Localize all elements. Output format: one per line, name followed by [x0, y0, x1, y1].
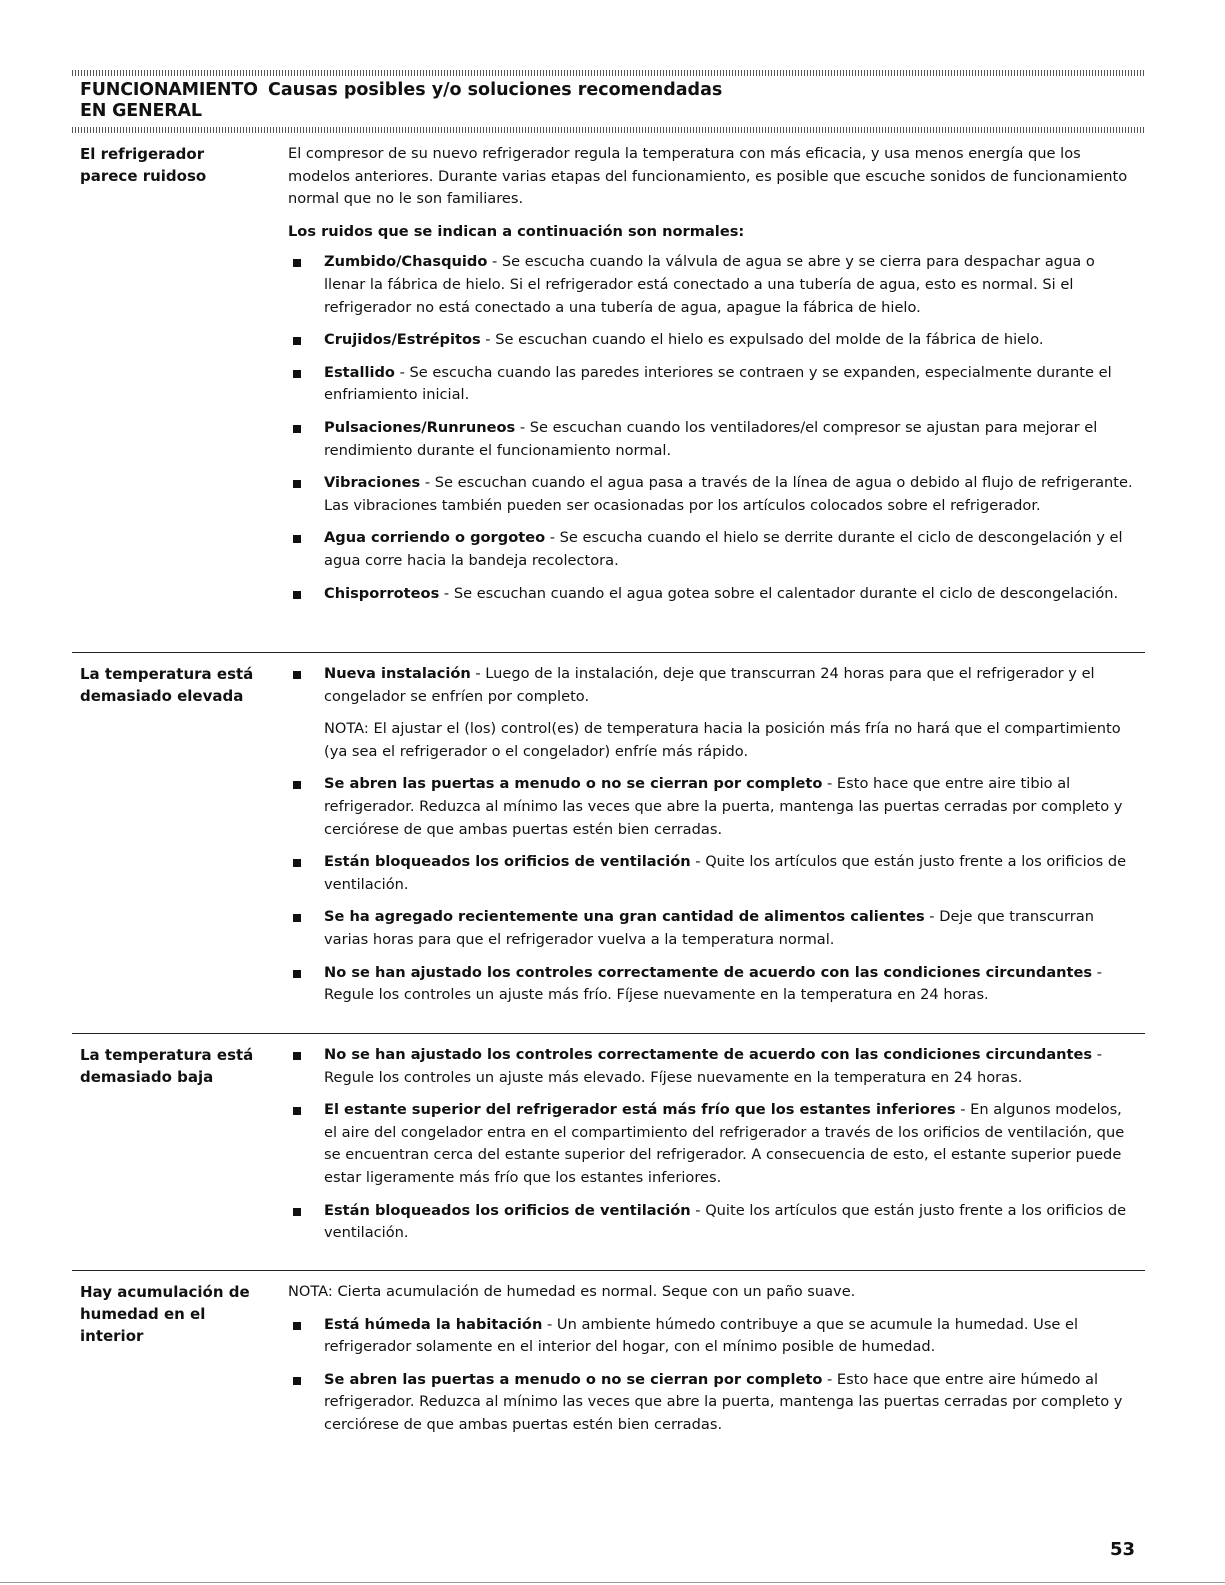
- header-bottom-rule: [72, 127, 1145, 133]
- section-content: [288, 1281, 1134, 1447]
- bullet-square-icon: [293, 1377, 301, 1385]
- section-label: La temperatura está demasiado elevada: [80, 665, 254, 705]
- list-item: Se abren las puertas a menudo o no se cierran por completo - Esto hace que entre aire húmedo al refrigerador. Reduzca al mínimo las veces que abre la puerta, mantenga las puertas cerradas por completo y cerciórese de que ambas puertas estén bien cerradas.: [288, 1369, 1134, 1437]
- section-humidity: [72, 1270, 1145, 1433]
- section-temp-low: [72, 1033, 1145, 1242]
- column-header-left: [80, 80, 270, 122]
- list-item: Nueva instalación - Luego de la instalación, deje que transcurran 24 horas para que el refrigerador y el congelador se enfríen por completo.: [288, 663, 1134, 708]
- list-item: Se abren las puertas a menudo o no se cierran por completo - Esto hace que entre aire tibio al refrigerador. Reduzca al mínimo las veces que abre la puerta, mantenga las puertas cerradas por completo y cerciórese de que ambas puertas estén bien cerradas.: [288, 773, 1134, 841]
- section-label: El refrigerador parece ruidoso: [80, 145, 207, 185]
- header-top-rule: [72, 70, 1145, 76]
- bullet-square-icon: [293, 425, 301, 433]
- bullet-square-icon: [293, 591, 301, 599]
- list-item: Chisporroteos - Se escuchan cuando el agua gotea sobre el calentador durante el ciclo de descongelación.: [288, 583, 1134, 606]
- page-bottom-edge: [0, 1582, 1225, 1583]
- list-item: El estante superior del refrigerador está más frío que los estantes inferiores - En algunos modelos, el aire del congelador entra en el compartimiento del refrigerador a través de los orificios de ventilación, que se encuentran cerca del estante superior del refrigerador. A consecuencia de esto, el estante superior puede estar ligeramente más frío que los estantes inferiores.: [288, 1099, 1134, 1189]
- bullet-square-icon: [293, 914, 301, 922]
- section-label: La temperatura está demasiado baja: [80, 1046, 254, 1086]
- list-item: Están bloqueados los orificios de ventilación - Quite los artículos que están justo frente a los orificios de ventilación.: [288, 1200, 1134, 1245]
- section-temp-high: [72, 652, 1145, 1004]
- bullet-square-icon: [293, 535, 301, 543]
- list-item: No se han ajustado los controles correctamente de acuerdo con las condiciones circundantes - Regule los controles un ajuste más frío. Fíjese nuevamente en la temperatura en 24 horas.: [288, 962, 1134, 1007]
- page-number: 53: [1110, 1539, 1136, 1560]
- column-header-left-line2: EN GENERAL: [80, 101, 202, 121]
- bullet-square-icon: [293, 1208, 301, 1216]
- bullet-square-icon: [293, 1322, 301, 1330]
- list-item: Estallido - Se escucha cuando las paredes interiores se contraen y se expanden, especialmente durante el enfriamiento inicial.: [288, 362, 1134, 407]
- intro-paragraph: El compresor de su nuevo refrigerador regula la temperatura con más eficacia, y usa menos energía que los modelos anteriores. Durante varias etapas del funcionamiento, es posible que escuche sonidos de funcionamiento normal que no le son familiares.: [288, 145, 1128, 208]
- section-content: [288, 1044, 1134, 1255]
- note-paragraph: NOTA: El ajustar el (los) control(es) de temperatura hacia la posición más fría no hará que el compartimiento (ya sea el refrigerador o el congelador) enfríe más rápido.: [324, 720, 1121, 760]
- section-content: [288, 143, 1134, 615]
- bullet-square-icon: [293, 480, 301, 488]
- bullet-square-icon: [293, 1107, 301, 1115]
- note-paragraph: NOTA: Cierta acumulación de humedad es normal. Seque con un paño suave.: [288, 1283, 856, 1300]
- list-item: Están bloqueados los orificios de ventilación - Quite los artículos que están justo frente a los orificios de ventilación.: [288, 851, 1134, 896]
- bullet-square-icon: [293, 1052, 301, 1060]
- bullet-square-icon: [293, 970, 301, 978]
- list-item: Está húmeda la habitación - Un ambiente húmedo contribuye a que se acumule la humedad. Use el refrigerador solamente en el interior del hogar, con el mínimo posible de humedad.: [288, 1314, 1134, 1359]
- list-item: Se ha agregado recientemente una gran cantidad de alimentos calientes - Deje que transcurran varias horas para que el refrigerador vuelva a la temperatura normal.: [288, 906, 1134, 951]
- bullet-square-icon: [293, 259, 301, 267]
- bullet-square-icon: [293, 781, 301, 789]
- section-label: Hay acumulación de humedad en el interior: [80, 1283, 250, 1345]
- bullet-square-icon: [293, 337, 301, 345]
- bullet-square-icon: [293, 370, 301, 378]
- list-item: Zumbido/Chasquido - Se escucha cuando la válvula de agua se abre y se cierra para despachar agua o llenar la fábrica de hielo. Si el refrigerador está conectado a una tubería de agua, esto es normal. Si el refrigerador no está conectado a una tubería de agua, apague la fábrica de hielo.: [288, 251, 1134, 319]
- list-item: No se han ajustado los controles correctamente de acuerdo con las condiciones circundantes - Regule los controles un ajuste más elevado. Fíjese nuevamente en la temperatura en 24 horas.: [288, 1044, 1134, 1089]
- column-header-left-line1: FUNCIONAMIENTO: [80, 80, 258, 100]
- section-content: [288, 663, 1134, 1017]
- list-item: Crujidos/Estrépitos - Se escuchan cuando el hielo es expulsado del molde de la fábrica de hielo.: [288, 329, 1134, 352]
- column-header-right: Causas posibles y/o soluciones recomendadas: [268, 80, 723, 100]
- list-item: Vibraciones - Se escuchan cuando el agua pasa a través de la línea de agua o debido al flujo de refrigerante. Las vibraciones también pueden ser ocasionadas por los artículos colocados sobre el refrigerador.: [288, 472, 1134, 517]
- bullet-square-icon: [293, 671, 301, 679]
- bullet-square-icon: [293, 859, 301, 867]
- list-item: Pulsaciones/Runruneos - Se escuchan cuando los ventiladores/el compresor se ajustan para mejorar el rendimiento durante el funcionamiento normal.: [288, 417, 1134, 462]
- subheading: Los ruidos que se indican a continuación son normales:: [288, 222, 745, 240]
- list-item: Agua corriendo o gorgoteo - Se escucha cuando el hielo se derrite durante el ciclo de descongelación y el agua corre hacia la bandeja recolectora.: [288, 527, 1134, 572]
